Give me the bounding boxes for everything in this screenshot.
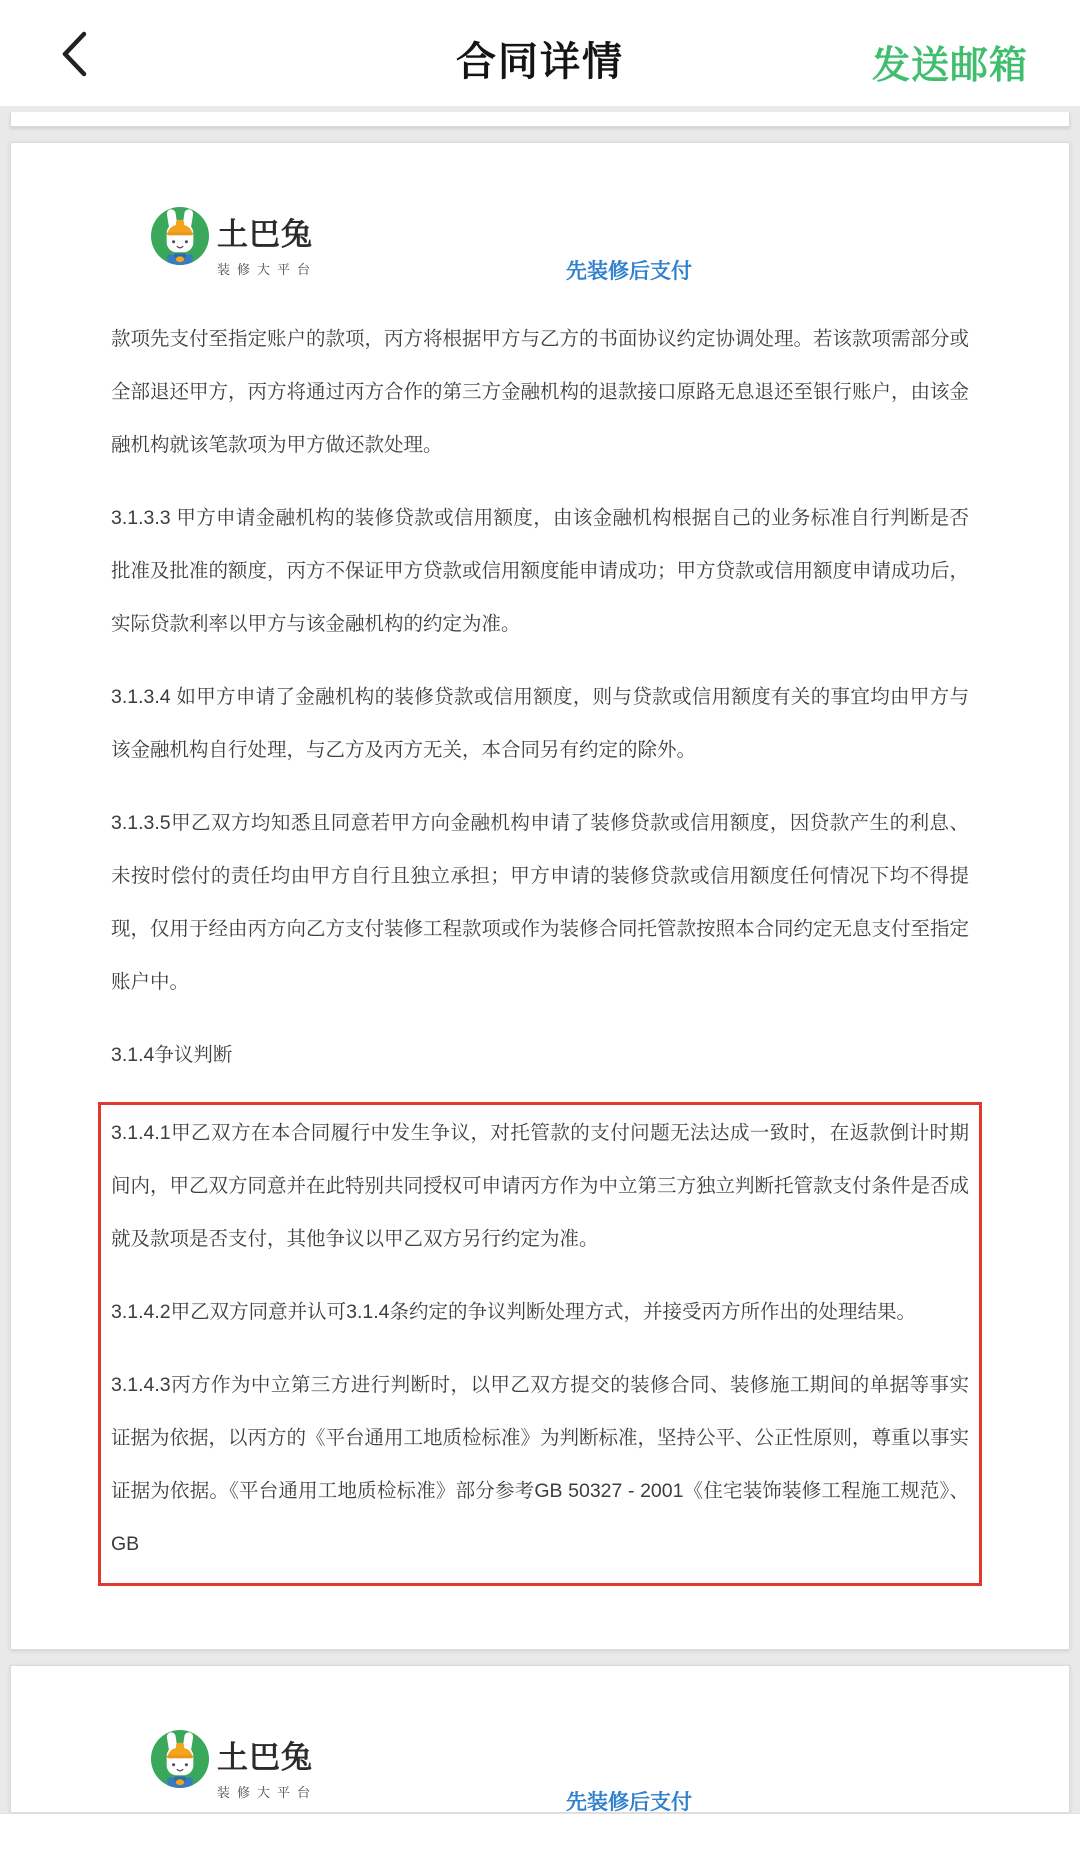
tubatu-rabbit-icon — [151, 1730, 209, 1788]
contract-page-1 — [10, 142, 1070, 1650]
send-email-button[interactable]: 发送邮箱 — [871, 45, 1028, 87]
tubatu-logo — [151, 207, 317, 278]
contract-paragraph: 3.1.3.5甲乙双方均知悉且同意若甲方向金融机构申请了装修贷款或信用额度，因贷款产生的利息、未按时偿付的责任均由甲方自行且独立承担；甲方申请的装修贷款或信用额度任何情况下均不得提现，仅用于经由丙方向乙方支付装修工程款项或作为装修合同托管款按照本合同约定无息支付至指定账户中。 — [111, 812, 970, 993]
contract-paragraph: 3.1.3.4 如甲方申请了金融机构的装修贷款或信用额度，则与贷款或信用额度有关的事宜均由甲方与该金融机构自行处理，与乙方及丙方无关，本合同另有约定的除外。 — [111, 686, 969, 761]
contract-page-2 — [10, 1665, 1070, 1813]
contract-paragraph: 3.1.3.3 甲方申请金融机构的装修贷款或信用额度，由该金融机构根据自己的业务标准自行判断是否批准及批准的额度，丙方不保证甲方贷款或信用额度能申请成功；甲方贷款或信用额度申请成功后，实际贷款利率以甲方与该金融机构的约定为准。 — [111, 507, 970, 635]
page-title: 合同详情 — [456, 40, 624, 84]
bottom-bar — [0, 1813, 1080, 1872]
highlighted-paragraph: 3.1.4.2甲乙双方同意并认可3.1.4条约定的争议判断处理方式，并接受丙方所作出的处理结果。 — [111, 1301, 917, 1323]
highlighted-paragraph: 3.1.4.1甲乙双方在本合同履行中发生争议，对托管款的支付问题无法达成一致时，在返款倒计时期间内，甲乙双方同意并在此特别共同授权可申请丙方作为中立第三方独立判断托管款支付条件是否成就及款项是否支付，其他争议以甲乙双方另行约定为准。 — [111, 1122, 970, 1250]
tagline-link[interactable]: 先装修后支付 — [566, 1791, 692, 1813]
contract-paragraph: 3.1.4争议判断 — [111, 1044, 233, 1066]
contract-paragraphs — [111, 313, 969, 1082]
brand-subtitle: 装修大平台 — [217, 1785, 318, 1800]
highlighted-clause-box — [98, 1102, 982, 1586]
contract-paragraph: 款项先支付至指定账户的款项，丙方将根据甲方与乙方的书面协议约定协调处理。若该款项需部分或全部退还甲方，丙方将通过丙方合作的第三方金融机构的退款接口原路无息退还至银行账户，由该金融机构就该笔款项为甲方做还款处理。 — [111, 328, 970, 456]
tubatu-logo — [151, 1730, 317, 1801]
tubatu-rabbit-icon — [151, 207, 209, 265]
brand-text — [217, 207, 317, 278]
brand-name: 土巴兔 — [217, 217, 313, 252]
header — [0, 0, 1080, 106]
previous-page-edge — [10, 112, 1070, 127]
tagline-link[interactable]: 先装修后支付 — [566, 260, 692, 283]
brand-text — [217, 1730, 317, 1801]
contract-body — [111, 313, 969, 1586]
brand-subtitle: 装修大平台 — [217, 262, 318, 277]
highlighted-paragraphs — [111, 1107, 969, 1571]
highlighted-paragraph: 3.1.4.3丙方作为中立第三方进行判断时，以甲乙双方提交的装修合同、装修施工期间的单据等事实证据为依据，以丙方的《平台通用工地质检标准》为判断标准，坚持公平、公正性原则，尊重以事实证据为依据。《平台通用工地质检标准》部分参考GB 50327 - 2001《住宅装饰装修工程施工规范》、GB — [111, 1374, 970, 1555]
brand-name: 土巴兔 — [217, 1740, 313, 1775]
document-scroll-area[interactable] — [0, 106, 1080, 1872]
